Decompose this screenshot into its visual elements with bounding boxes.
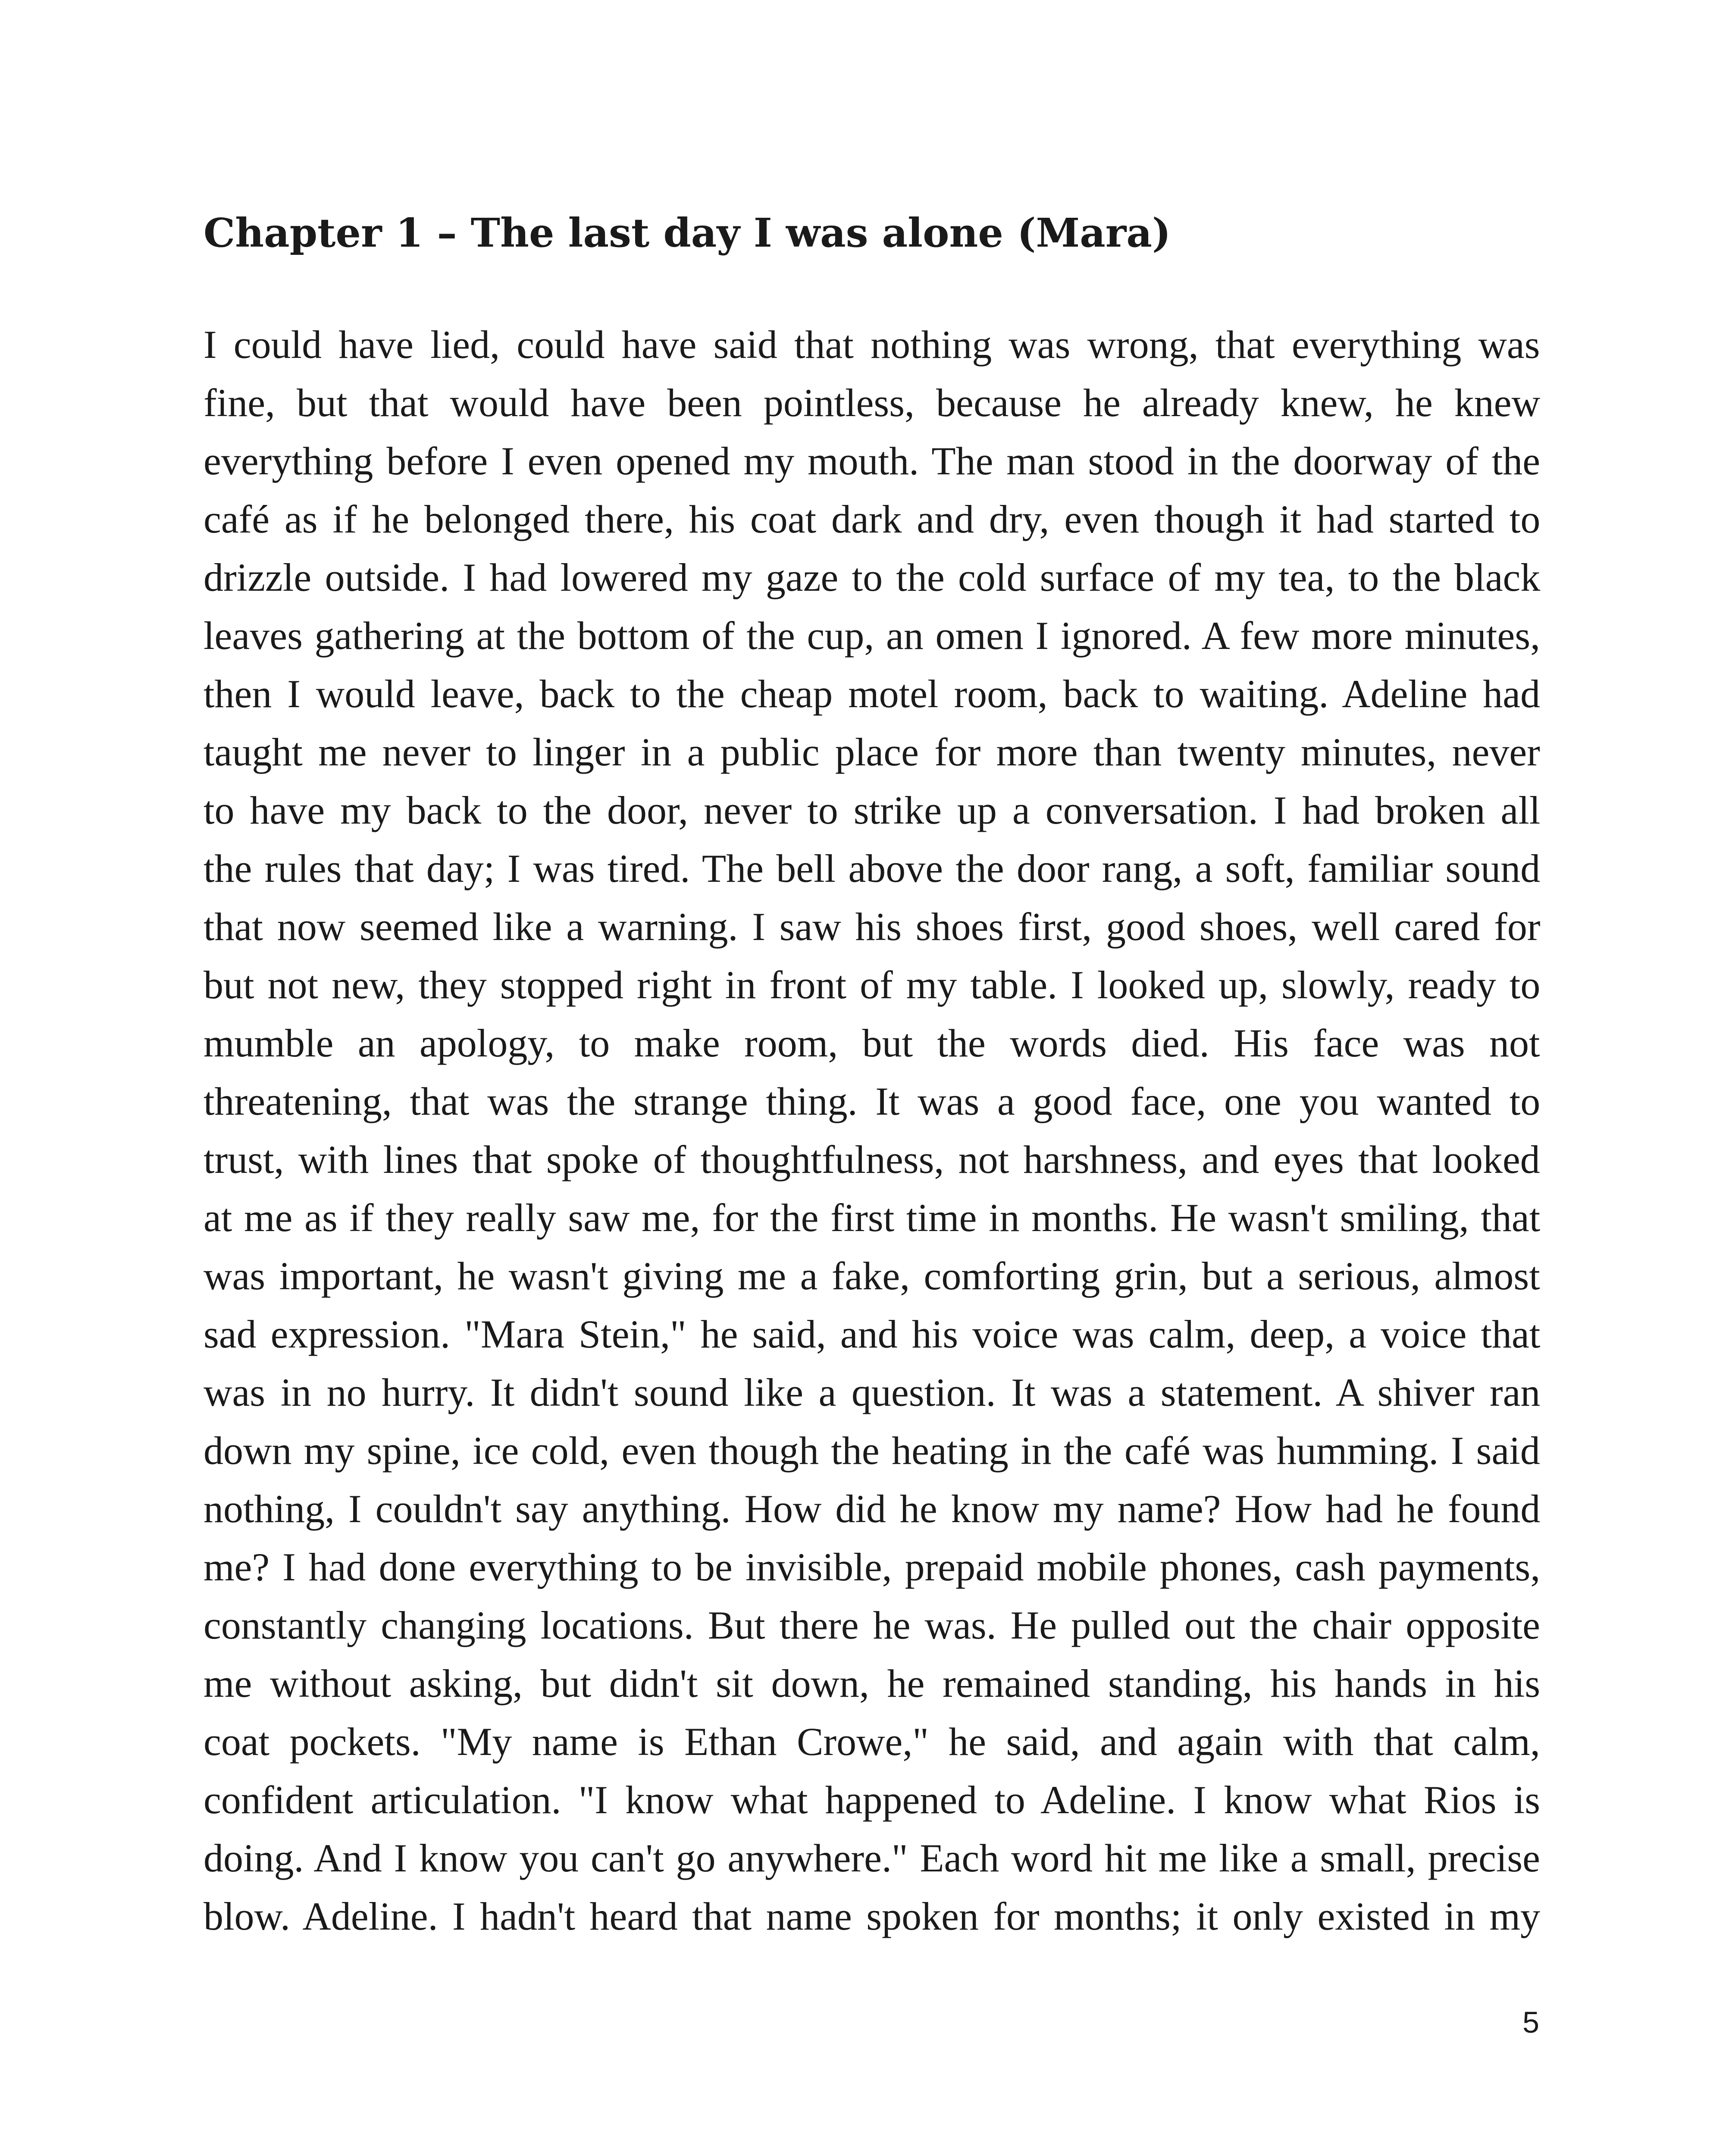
body-line: blow. Adeline. I hadn't heard that name spoken for months; it only existed in my [204, 1894, 1541, 1938]
body-line: coat pockets. "My name is Ethan Crowe," he said, and again with that calm, [204, 1720, 1540, 1764]
body-line: trust, with lines that spoke of thoughtfulness, not harshness, and eyes that looked [204, 1138, 1540, 1181]
body-line: nothing, I couldn't say anything. How did he know my name? How had he found [204, 1487, 1541, 1531]
chapter-body [204, 316, 1540, 1946]
body-line: me? I had done everything to be invisible, prepaid mobile phones, cash payments, [204, 1545, 1541, 1589]
body-line: at me as if they really saw me, for the first time in months. He wasn't smiling, that [204, 1196, 1541, 1240]
body-line: taught me never to linger in a public place for more than twenty minutes, never [204, 730, 1540, 774]
body-line: café as if he belonged there, his coat dark and dry, even though it had started to [204, 497, 1541, 541]
body-line: confident articulation. "I know what happened to Adeline. I know what Rios is [204, 1778, 1541, 1822]
body-line: that now seemed like a warning. I saw his shoes first, good shoes, well cared for [204, 905, 1541, 949]
body-line: I could have lied, could have said that nothing was wrong, that everything was [204, 323, 1540, 367]
body-line: down my spine, ice cold, even though the heating in the café was humming. I said [204, 1429, 1540, 1473]
body-line: but not new, they stopped right in front of my table. I looked up, slowly, ready to [204, 963, 1541, 1007]
body-line: the rules that day; I was tired. The bell above the door rang, a soft, familiar sound [204, 846, 1541, 890]
body-line: me without asking, but didn't sit down, he remained standing, his hands in his [204, 1661, 1541, 1705]
body-line: sad expression. "Mara Stein," he said, and his voice was calm, deep, a voice that [204, 1312, 1541, 1356]
body-line: mumble an apology, to make room, but the words died. His face was not [204, 1021, 1540, 1065]
body-line: then I would leave, back to the cheap motel room, back to waiting. Adeline had [204, 672, 1541, 716]
body-line: doing. And I know you can't go anywhere." Each word hit me like a small, precise [204, 1836, 1541, 1880]
page-number: 5 [1522, 2006, 1539, 2039]
chapter-title: Chapter 1 – The last day I was alone (Mara) [204, 210, 1171, 256]
body-line: was important, he wasn't giving me a fake, comforting grin, but a serious, almost [204, 1254, 1540, 1298]
body-line: threatening, that was the strange thing. It was a good face, one you wanted to [204, 1079, 1541, 1123]
body-line: to have my back to the door, never to strike up a conversation. I had broken all [204, 788, 1541, 832]
body-line: fine, but that would have been pointless, because he already knew, he knew [204, 381, 1541, 425]
body-line: everything before I even opened my mouth. The man stood in the doorway of the [204, 439, 1541, 483]
body-line: leaves gathering at the bottom of the cup, an omen I ignored. A few more minutes, [204, 614, 1541, 658]
body-line: was in no hurry. It didn't sound like a question. It was a statement. A shiver ran [204, 1370, 1541, 1414]
body-line: constantly changing locations. But there he was. He pulled out the chair opposite [204, 1603, 1540, 1647]
body-line: drizzle outside. I had lowered my gaze to the cold surface of my tea, to the black [204, 555, 1541, 599]
